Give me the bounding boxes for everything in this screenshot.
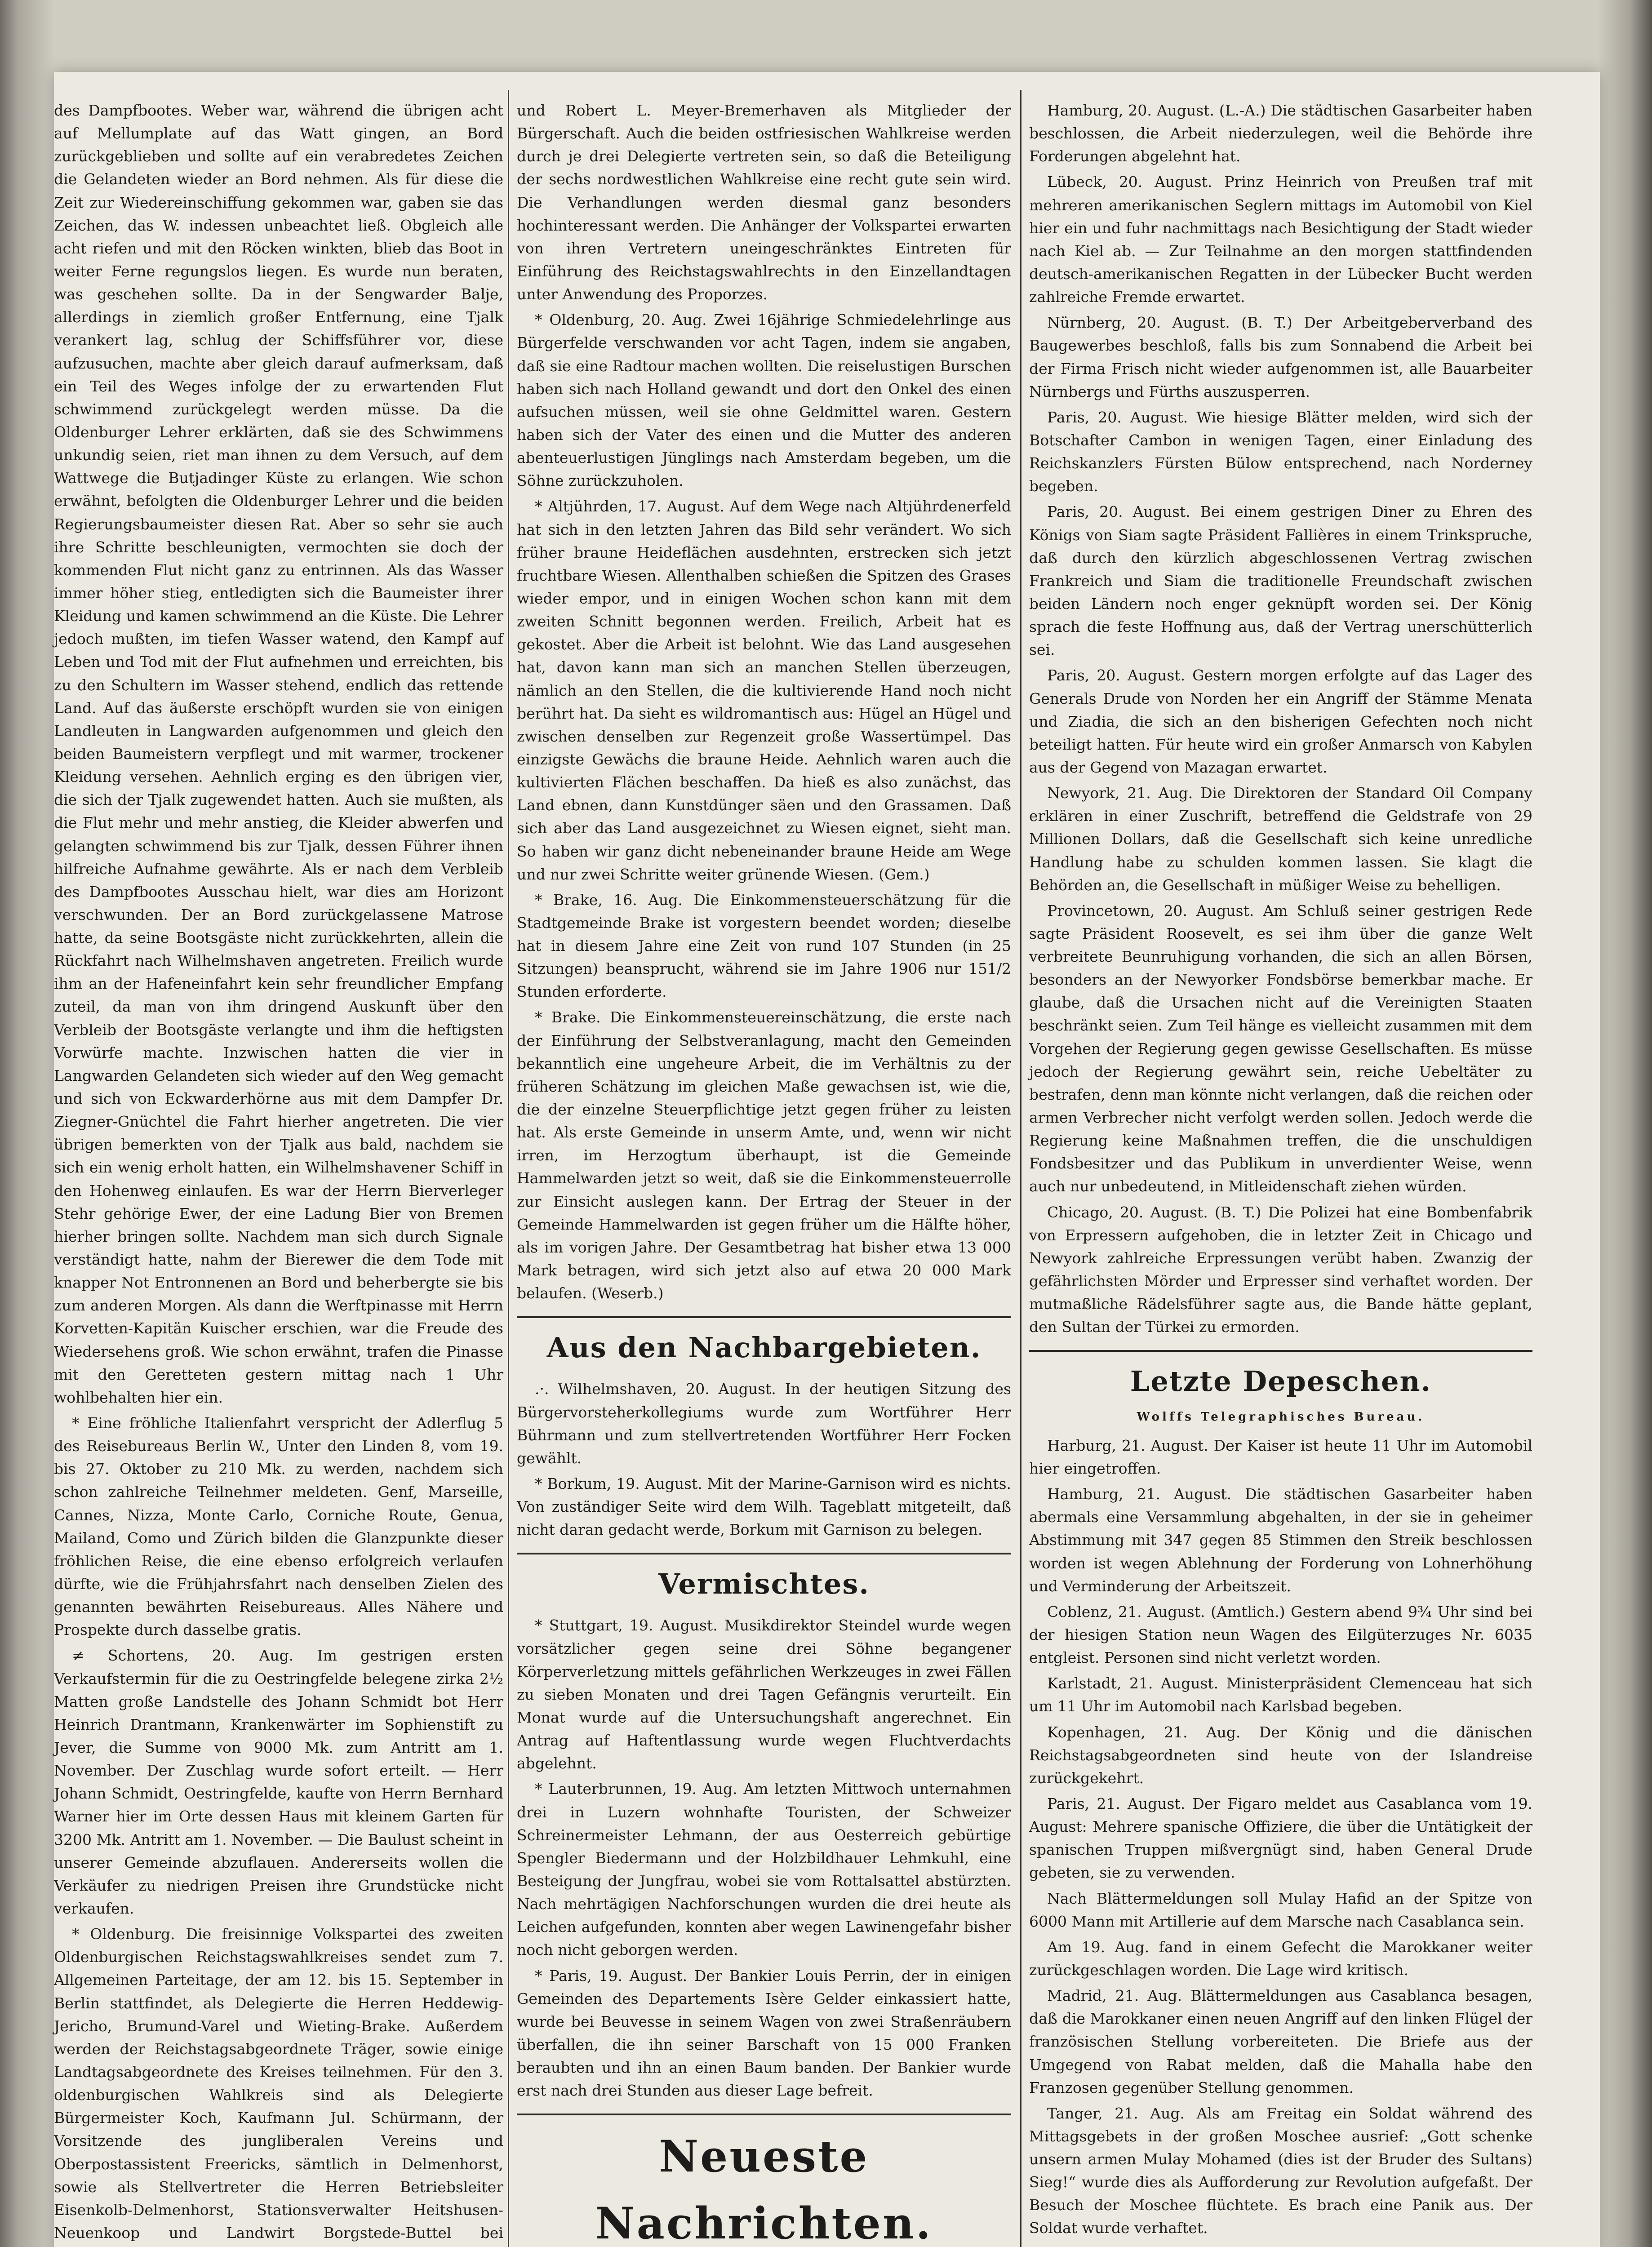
article-text: ≠ Schortens, 20. Aug. Im gestrigen ersten Verkaufstermin für die zu Oestringfelde belegene zirka 2½ Matten große Landstelle des Johann Schmidt bot Herr Heinrich Drantmann, Krankenwärter im Sophienstift zu Jever, die Summe von 9000 Mk. zum Antritt am 1. November. Der Zuschlag wurde sofort erteilt. — Herr Johann Schmidt, Oestringfelde, kaufte von Herrn Bernhard Warner hier im Orte dessen Haus mit kleinem Garten für 3200 Mk. Antritt am 1. November. — Die Baulust scheint in unserer Gemeinde abzuflauen. Andererseits wollen die Verkäufer zu niedrigen Preisen ihre Grundstücke nicht verkaufen. xyxy=(54,1647,503,1917)
article-text: * Brake. Die Einkommensteuereinschätzung, die erste nach der Einführung der Selbstveranlagung, macht den Gemeinden bekanntlich eine ungeheure Arbeit, die im Verhältnis zu der früheren Schätzung im gleichen Maße gewachsen ist, wie die, die der einzelne Steuerpflichtige jetzt gegen früher zu leisten hat. Als erste Gemeinde in unserm Amte, und, wenn wir nicht irren, im Herzogtum überhaupt, ist die Gemeinde Hammelwarden jetzt so weit, daß sie die Einkommensteuerrolle zur Einsicht auslegen kann. Der Ertrag der Steuer in der Gemeinde Hammelwarden ist gegen früher um die Hälfte höher, als im vorigen Jahre. Der Gesamtbetrag hat bisher etwa 13 000 Mark betragen, wird sich jetzt also auf etwa 20 000 Mark belaufen. (Weserb.) xyxy=(517,1008,1011,1302)
column-1 xyxy=(54,99,503,2247)
article-text: * Oldenburg. Die freisinnige Volkspartei des zweiten Oldenburgischen Reichstagswahlkreises sendet zum 7. Allgemeinen Parteitage, der am 12. bis 15. September in Berlin stattfindet, als Delegierte die Herren Heddewig-Jericho, Brumund-Varel und Wieting-Brake. Außerdem werden der Reichstagsabgeordnete Träger, sowie einige Landtagsabgeordnete des Kreises teilnehmen. Für den 3. oldenburgischen Wahlkreis sind als Delegierte Bürgermeister Koch, Kaufmann Jul. Schürmann, der Vorsitzende des jungliberalen Vereins und Oberpostassistent Freericks, sämtlich in Delmenhorst, sowie als Stellvertreter die Herren Betriebsleiter Eisenkolb-Delmenhorst, Stationsverwalter Heitshusen-Neuenkoop und Landwirt Borgstede-Buttel bei xyxy=(54,1925,503,2242)
article-text: Am 19. Aug. fand in einem Gefecht die Marokkaner weiter zurückgeschlagen worden. Die Lage wird kritisch. xyxy=(1029,1938,1532,1979)
article-text: und Robert L. Meyer-Bremerhaven als Mitglieder der Bürgerschaft. Auch die beiden ostfriesischen Wahlkreise werden durch je drei Delegierte vertreten sein, so daß die Beteiligung der sechs nordwestlichen Wahlkreise eine recht gute sein wird. Die Verhandlungen werden diesmal ganz besonders hochinteressant werden. Die Anhänger der Volkspartei erwarten von ihren Vertretern uneingeschränktes Eintreten für Einführung des Reichstagswahlrechts in den Einzellandtagen unter Anwendung des Proporzes. xyxy=(517,102,1011,303)
column-divider xyxy=(1020,90,1021,2247)
scan-edge-right xyxy=(1598,0,1652,2247)
article-text: Provincetown, 20. August. Am Schluß seiner gestrigen Rede sagte Präsident Roosevelt, es sei ihm über die ganze Welt verbreitete Beunruhigung vorhanden, die sich an allen Börsen, besonders an der Newyorker Fondsbörse bemerkbar mache. Er glaube, daß die Ursachen nicht auf die Vereinigten Staaten beschränkt seien. Zum Teil hänge es vielleicht zusammen mit dem Vorgehen der Regierung gegen gewisse Gesellschaften. Es müsse jedoch der Regierung gewährt sein, reiche Uebeltäter zu bestrafen, denn man könnte nicht verlangen, daß die reichen oder armen Verbrecher nicht verfolgt werden sollen. Jedoch werde die Regierung keine Maßnahmen treffen, die die unschuldigen Fondsbesitzer und das Publikum in unverdienter Weise, wenn auch nur unbedeutend, in Mitleidenschaft ziehen würden. xyxy=(1029,901,1532,1195)
section-subheading: Wolffs Telegraphisches Bureau. xyxy=(1137,1410,1425,1424)
article-text: .·. Wilhelmshaven, 20. August. In der heutigen Sitzung des Bürgervorsteherkollegiums wurde zum Wortführer Herr Bührmann und zum stellvertretenden Wortführer Herr Focken gewählt. xyxy=(517,1380,1011,1467)
column-divider xyxy=(508,90,509,2247)
article-text: * Stuttgart, 19. August. Musikdirektor Steindel wurde wegen vorsätzlicher gegen seine drei Söhne begangener Körperverletzung mittels gefährlichen Werkzeuges in zwei Fällen zu sieben Monaten und drei Tagen Gefängnis verurteilt. Ein Monat wurde auf die Untersuchungshaft angerechnet. Ein Antrag auf Haftentlassung wurde wegen Fluchtverdachts abgelehnt. xyxy=(517,1616,1011,1772)
article-text: des Dampfbootes. Weber war, während die übrigen acht auf Mellumplate auf das Watt gingen, an Bord zurückgeblieben und sollte auf ein verabredetes Zeichen die Gelandeten wieder an Bord nehmen. Als für diese die Zeit zur Wiedereinschiffung gekommen war, gaben sie das Zeichen, das W. indessen unbeachtet ließ. Obgleich alle acht riefen und mit den Röcken winkten, blieb das Boot in weiter Ferne regungslos liegen. Es wurde nun beraten, was geschehen sollte. Da in der Sengwarder Balje, allerdings in ziemlich großer Entfernung, eine Tjalk verankert lag, schlug der Schiffsführer vor, diese aufzusuchen, machte aber gleich darauf aufmerksam, daß ein Teil des Weges infolge der zu erwartenden Flut schwimmend zurückgelegt werden müsse. Da die Oldenburger Lehrer erklärten, daß sie des Schwimmens unkundig seien, riet man ihnen zu dem Versuch, auf dem Wattwege die Butjadinger Küste zu erlangen. Wie schon erwähnt, befolgten die Oldenburger Lehrer und die beiden Regierungsbaumeister diesen Rat. Aber so sehr sie auch ihre Schritte beschleunigten, vermochten sie doch der kommenden Flut nicht ganz zu entrinnen. Als das Wasser immer höher stieg, entledigten sich die Baumeister ihrer Kleidung und kamen schwimmend an die Küste. Die Lehrer jedoch mußten, im tiefen Wasser watend, den Kampf auf Leben und Tod mit der Flut aufnehmen und erreichten, bis zu den Schultern im Wasser stehend, endlich das rettende Land. Auf das äußerste erschöpft wurden sie von einigen Landleuten in Langwarden aufgenommen und gleich den beiden Baumeistern verpflegt und mit warmer, trockener Kleidung versehen. Aehnlich erging es den übrigen vier, die sich der Tjalk zugewendet hatten. Auch sie mußten, als die Flut mehr und mehr anstieg, die Kleider abwerfen und gelangten schwimmend bis zur Tjalk, dessen Führer ihnen hilfreiche Aufnahme gewährte. Als er nach dem Verbleib des Dampfbootes Ausschau hielt, war dies am Horizont verschwunden. Der an Bord zurückgelassene Matrose hatte, da seine Bootsgäste nicht zurückkehrten, allein die Rückfahrt nach Wilhelmshaven angetreten. Freilich wurde ihm an der Hafeneinfahrt kein sehr freundlicher Empfang zuteil, da man von ihm dringend Auskunft über den Verbleib der Bootsgäste verlangte und ihm die heftigsten Vorwürfe machte. Inzwischen hatten die vier in Langwarden Gelandeten sich wieder auf den Weg gemacht und sich von Eckwarderhörne aus mit dem Dampfer Dr. Ziegner-Gnüchtel die Fahrt hierher angetreten. Die vier übrigen bemerkten von der Tjalk aus bald, nachdem sie sich ein wenig erholt hatten, ein Wilhelmshavener Schiff in den Hohenweg einlaufen. Es war der Herrn Bierverleger Stehr gehörige Ewer, der eine Ladung Bier von Bremen hierher bringen sollte. Nachdem man sich durch Signale verständigt hatte, nahm der Bierewer die dem Tode mit knapper Not Entronnenen an Bord und beherbergte sie bis zum anderen Morgen. Als dann die Werftpinasse mit Herrn Korvetten-Kapitän Kuischer erschien, war die Freude des Wiedersehens groß. Wie schon erwähnt, trafen die Pinasse mit den Geretteten gestern mittag nach 1 Uhr wohlbehalten hier ein. xyxy=(54,102,503,1406)
article-text: Paris, 20. August. Bei einem gestrigen Diner zu Ehren des Königs von Siam sagte Präsident Fallières in einem Trinkspruche, daß durch den kürzlich abgeschlossenen Vertrag zwischen Frankreich und Siam die traditionelle Freundschaft zwischen beiden Ländern noch enger geknüpft worden sei. Der König sprach die feste Hoffnung aus, daß der Vertrag unerschütterlich sei. xyxy=(1029,503,1532,659)
article-text: * Brake, 16. Aug. Die Einkommensteuerschätzung für die Stadtgemeinde Brake ist vorgestern beendet worden; dieselbe hat in diesem Jahre eine Zeit von rund 107 Stunden (in 25 Sitzungen) beansprucht, während sie im Jahre 1906 nur 151/2 Stunden erforderte. xyxy=(517,891,1011,1001)
article-text: Nach Blättermeldungen soll Mulay Hafid an der Spitze von 6000 Mann mit Artillerie auf dem Marsche nach Casablanca sein. xyxy=(1029,1889,1532,1930)
article-text: * Oldenburg, 20. Aug. Zwei 16jährige Schmiedelehrlinge aus Bürgerfelde verschwanden vor acht Tagen, indem sie angaben, daß sie eine Radtour machen wollten. Die reiselustigen Burschen haben sich nach Holland gewandt und dort den Onkel des einen aufsuchen müssen, weil sie ohne Geldmittel waren. Gestern haben sich der Vater des einen und die Mutter des anderen abenteuerlustigen Jünglings nach Amsterdam begeben, um die Söhne zurückzuholen. xyxy=(517,311,1011,490)
article-text: Chicago, 20. August. (B. T.) Die Polizei hat eine Bombenfabrik von Erpressern aufgehoben, die in letzter Zeit in Chicago und Newyork zahlreiche Erpressungen verübt haben. Zwanzig der gefährlichsten Mörder und Erpresser sind verhaftet worden. Der mutmaßliche Rädelsführer sagte aus, die Bande hätte geplant, den Sultan der Türkei zu ermorden. xyxy=(1029,1203,1532,1336)
article-text: * Eine fröhliche Italienfahrt verspricht der Adlerflug 5 des Reisebureaus Berlin W., Unter den Linden 8, vom 19. bis 27. Oktober zu 210 Mk. zu werden, nachdem sich schon zahlreiche Teilnehmer meldeten. Genf, Marseille, Cannes, Nizza, Monte Carlo, Corniche Route, Genua, Mailand, Como und Zürich bilden die Glanzpunkte dieser fröhlichen Reise, die eine ebenso erfolgreich verlaufen dürfte, wie die Frühjahrsfahrt nach denselben Zielen des genannten bewährten Reisebureaus. Alles Nähere und Prospekte durch dasselbe gratis. xyxy=(54,1414,503,1639)
newspaper-page xyxy=(54,72,1600,2247)
section-heading: Vermischtes. xyxy=(517,1553,1011,1606)
article-text: Harburg, 21. August. Der Kaiser ist heute 11 Uhr im Automobil hier eingetroffen. xyxy=(1029,1436,1532,1477)
article-text: Madrid, 21. Aug. Blättermeldungen aus Casablanca besagen, daß die Marokkaner einen neuen Angriff auf den linken Flügel der französischen Stellung vorbereiteten. Die Briefe aus der Umgegend von Rabat melden, daß die Mahalla habe den Franzosen gegenüber Stellung genommen. xyxy=(1029,1987,1532,2096)
column-2 xyxy=(517,99,1011,2247)
article-text: Paris, 20. August. Gestern morgen erfolgte auf das Lager des Generals Drude von Norden her ein Angriff der Stämme Menata und Ziadia, die sich an den bisherigen Gefechten noch nicht beteiligt hatten. Für heute wird ein großer Anmarsch von Kabylen aus der Gegend von Mazagan erwartet. xyxy=(1029,666,1532,776)
article-text: Kopenhagen, 21. Aug. Der König und die dänischen Reichstagsabgeordneten sind heute von der Islandreise zurückgekehrt. xyxy=(1029,1723,1532,1787)
article-text: Hamburg, 21. August. Die städtischen Gasarbeiter haben abermals eine Versammlung abgehalten, in der sie in geheimer Abstimmung mit 347 gegen 85 Stimmen den Streik beschlossen worden ist wegen Ablehnung der Forderung von Lohnerhöhung und Verminderung der Arbeitszeit. xyxy=(1029,1485,1532,1595)
article-text: Nürnberg, 20. August. (B. T.) Der Arbeitgeberverband des Baugewerbes beschloß, falls bis zum Sonnabend die Arbeit bei der Firma Frisch nicht wieder aufgenommen ist, alle Bauarbeiter Nürnbergs und Fürths auszusperren. xyxy=(1029,314,1532,400)
section-heading: Letzte Depeschen. xyxy=(1029,1350,1532,1403)
article-text: * Borkum, 19. August. Mit der Marine-Garnison wird es nichts. Von zuständiger Seite wird dem Wilh. Tageblatt mitgeteilt, daß nicht daran gedacht werde, Borkum mit Garnison zu belegen. xyxy=(517,1474,1011,1539)
article-text: * Lauterbrunnen, 19. Aug. Am letzten Mittwoch unternahmen drei in Luzern wohnhafte Touristen, der Schweizer Schreinermeister Lehmann, der aus Oesterreich gebürtige Spengler Biedermann und der Holzbildhauer Lehmkuhl, eine Besteigung der Jungfrau, wobei sie vom Rottalsattel abstürzten. Nach mehrtägigen Nachforschungen wurden die drei heute als Leichen aufgefunden, konnten aber wegen Lawinengefahr bisher noch nicht geborgen werden. xyxy=(517,1780,1011,1959)
section-heading: Aus den Nachbargebieten. xyxy=(517,1316,1011,1369)
scan-edge-left xyxy=(0,0,54,2247)
column-3 xyxy=(1029,99,1532,2243)
article-text: Paris, 20. August. Wie hiesige Blätter melden, wird sich der Botschafter Cambon in wenigen Tagen, einer Einladung des Reichskanzlers Fürsten Bülow entsprechend, nach Norderney begeben. xyxy=(1029,408,1532,495)
article-text: * Altjührden, 17. August. Auf dem Wege nach Altjührdenerfeld hat sich in den letzten Jahren das Bild sehr verändert. Wo sich früher braune Heideflächen ausdehnten, erstrecken sich jetzt fruchtbare Wiesen. Allenthalben schießen die Spitzen des Grases wieder empor, und in einigen Wochen schon kann mit dem zweiten Schnitt begonnen werden. Freilich, Arbeit hat es gekostet. Aber die Arbeit ist belohnt. Wie das Land ausgesehen hat, davon kann man sich an manchen Stellen überzeugen, nämlich an den Stellen, die die kultivierende Hand noch nicht berührt hat. Da sieht es wildromantisch aus: Hügel an Hügel und zwischen denselben zur Regenzeit große Wassertümpel. Das einzigste Gewächs die braune Heide. Aehnlich waren auch die kultivierten Flächen beschaffen. Da hieß es also zunächst, das Land ebnen, dann Kunstdünger säen und den Grassamen. Daß sich aber das Land ausgezeichnet zu Wiesen eignet, sieht man. So haben wir ganz dicht nebeneinander braune Heide am Wege und nur zwei Schritte weiter grünende Wiesen. (Gem.) xyxy=(517,497,1011,883)
article-text: Newyork, 21. Aug. Die Direktoren der Standard Oil Company erklären in einer Zuschrift, betreffend die Geldstrafe von 29 Millionen Dollars, daß die Gesellschaft sich keine unredliche Handlung habe zu schulden kommen lassen. Sie klagt die Behörden an, die Gesellschaft in müßiger Weise zu behelligen. xyxy=(1029,784,1532,894)
article-text: Coblenz, 21. August. (Amtlich.) Gestern abend 9¾ Uhr sind bei der hiesigen Station neun Wagen des Eilgüterzuges Nr. 6035 entgleist. Personen sind nicht verletzt worden. xyxy=(1029,1603,1532,1667)
article-text: Lübeck, 20. August. Prinz Heinrich von Preußen traf mit mehreren amerikanischen Seglern mittags im Automobil von Kiel hier ein und fuhr nachmittags nach Besichtigung der Stadt wieder nach Kiel ab. — Zur Teilnahme an den morgen stattfindenden deutsch-amerikanischen Regatten in der Lübecker Bucht werden zahlreiche Fremde erwartet. xyxy=(1029,173,1532,306)
article-text: Paris, 21. August. Der Figaro meldet aus Casablanca vom 19. August: Mehrere spanische Offiziere, die über die Untätigkeit der spanischen Truppen mißvergnügt sind, haben General Drude gebeten, sie zu verwenden. xyxy=(1029,1794,1532,1882)
article-text: Hamburg, 20. August. (L.-A.) Die städtischen Gasarbeiter haben beschlossen, die Arbeit niederzulegen, weil die Behörde ihre Forderungen abgelehnt hat. xyxy=(1029,102,1532,165)
article-text: Tanger, 21. Aug. Als am Freitag ein Soldat während des Mittagsgebets in der großen Moschee ausrief: „Gott schenke unsern armen Mulay Mohamed (dies ist der Bruder des Sultans) Sieg!“ wurde dies als Aufforderung zur Revolution aufgefaßt. Der Besuch der Moschee flüchtete. Es brach eine Panik aus. Der Soldat wurde verhaftet. xyxy=(1029,2104,1532,2237)
article-text: Karlstadt, 21. August. Ministerpräsident Clemenceau hat sich um 11 Uhr im Automobil nach Karlsbad begeben. xyxy=(1029,1674,1532,1715)
section-heading: Neueste Nachrichten. xyxy=(517,2114,1011,2247)
article-text: * Paris, 19. August. Der Bankier Louis Perrin, der in einigen Gemeinden des Departements Isère Gelder einkassiert hatte, wurde bei Beuvesse in seinem Wagen von zwei Straßenräubern überfallen, die ihn seiner Barschaft von 15 000 Franken beraubten und ihn an einen Baum banden. Der Bankier wurde erst nach drei Stunden aus dieser Lage befreit. xyxy=(517,1967,1011,2100)
